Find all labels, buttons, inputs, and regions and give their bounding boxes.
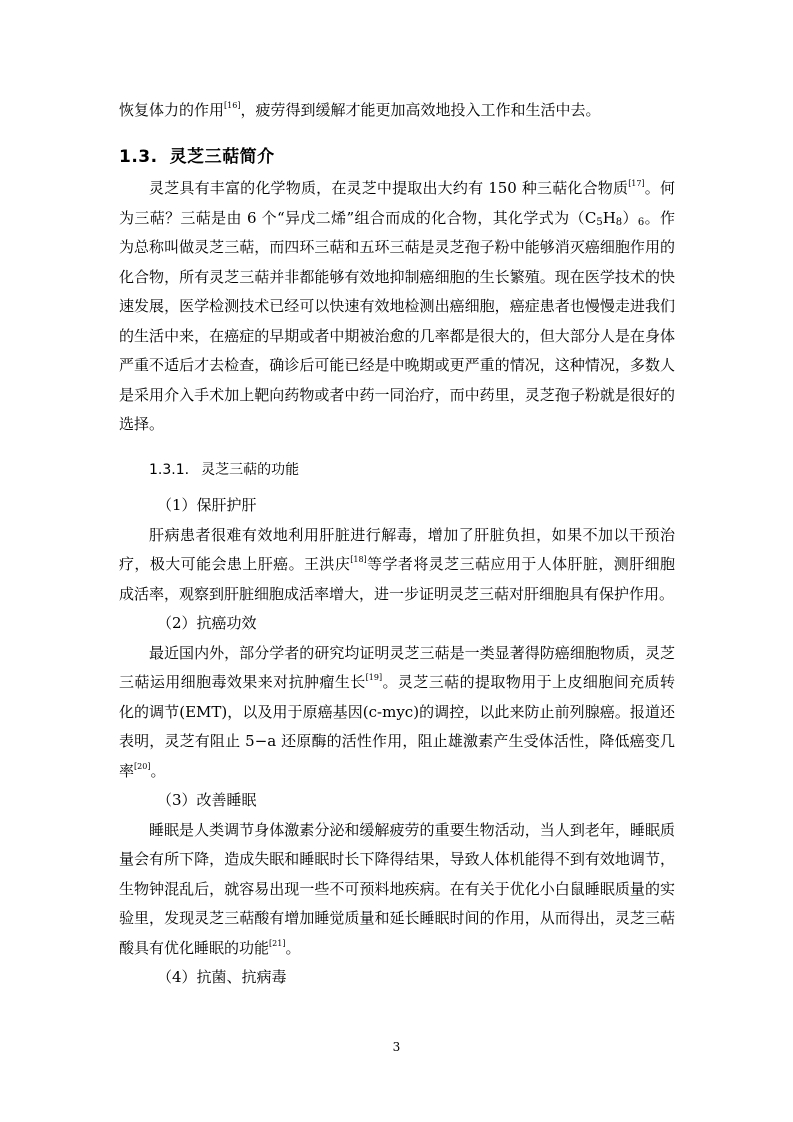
citation-16: [16] [224,101,241,110]
section-number: 1.3. [119,147,158,167]
para-text: 灵芝具有丰富的化学物质，在灵芝中提取出大约有 150 种三萜化合物质 [149,179,629,197]
citation-17: [17] [628,179,645,188]
intro-text: 恢复体力的作用 [119,101,225,119]
item-heading-sleep: （3）改善睡眠 [157,791,257,809]
subscript: 5 [596,216,603,228]
subscript: 6 [637,216,645,228]
para-text: 。 [150,761,166,780]
item-heading-anticancer: （2）抗癌功效 [157,614,257,632]
function-list [119,491,675,993]
item-heading-liver: （1）保肝护肝 [157,496,257,514]
subscript: 8 [615,216,623,228]
subsection-title: 灵芝三萜的功能 [201,462,300,478]
para-text: 等学者将灵芝三萜应用于人体肝脏，测肝细胞成活率，观察到肝脏细胞成活率增大，进一步证明灵芝三萜对肝细胞具有保护作用。 [119,555,675,603]
intro-text-end: ，疲劳得到缓解才能更加高效地投入工作和生活中去。 [240,101,601,119]
para-text: 。 [285,938,301,957]
page-number: 3 [392,1040,401,1054]
para-text: 最近国内外，部分学者的研究均证明灵芝三萜是一类显著得防癌细胞物质，灵芝三萜运用细胞毒效果来对抗肿瘤生长 [119,643,675,691]
para-text: 肝病患者很难有效地利用肝脏进行解毒，增加了肝脏负担，如果不加以干预治疗，极大可能会患上肝癌。王洪庆 [119,525,675,573]
para-text: 。灵芝三萜的提取物用于上皮细胞间充质转化的调节(EMT)，以及用于原癌基因(c-myc)的调控，以此来防止前列腺癌。报道还表明，灵芝有阻止 5−a 还原酶的活性作用，阻止雄激素产生受体活性，降低癌变几率 [119,673,675,780]
section-paragraph [119,174,675,440]
citation-21: [21] [269,938,286,948]
intro-paragraph [119,96,675,126]
citation-20: [20] [134,761,151,771]
para-text: 睡眠是人类调节身体激素分泌和缓解疲劳的重要生物活动，当人到老年，睡眠质量会有所下降，造成失眠和睡眠时长下降得结果，导致人体机能得不到有效地调节，生物钟混乱后，就容易出现一些不可预料地疾病。在有关于优化小白鼠睡眠质量的实验里，发现灵芝三萜酸有增加睡觉质量和延长睡眠时间的作用，从而得出，灵芝三萜酸具有优化睡眠的功能 [119,820,675,957]
subsection-heading [119,459,675,479]
para-text: 。作为总称叫做灵芝三萜，而四环三萜和五环三萜是灵芝孢子粉中能够消灭癌细胞作用的化合物，所有灵芝三萜并非都能够有效地抑制癌细胞的生长繁殖。现在医学技术的快速发展，医学检测技术已经可以快速有效地检测出癌细胞，癌症患者也慢慢走进我们的生活中来，在癌症的早期或者中期被治愈的几率都是很大的，但大部分人是在身体严重不适后才去检查，确诊后可能已经是中晚期或更严重的情况，这种情况，多数人是采用介入手术加上靶向药物或者中药一同治疗，而中药里，灵芝孢子粉就是很好的选择。 [119,208,675,433]
para-text: ） [622,208,638,227]
citation-18: [18] [350,555,367,564]
section-title: 灵芝三萜简介 [169,147,275,167]
citation-19: [19] [365,673,383,682]
section-heading [119,142,675,167]
item-heading-antibacterial: （4）抗菌、抗病毒 [157,968,287,986]
subsection-number: 1.3.1. [149,462,190,478]
para-text: 。何为三萜？三萜是由 6 个“异戊二烯”组合而成的化合物，其化学式为（C [119,179,675,227]
para-text: H [602,208,616,227]
